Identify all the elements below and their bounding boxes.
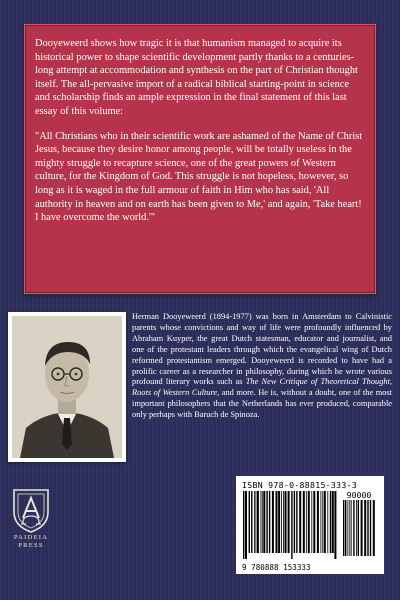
barcode-bar: [332, 491, 334, 553]
barcode-bar: [361, 500, 363, 556]
barcode-bar: [311, 491, 312, 553]
barcode-bar: [327, 491, 328, 553]
title-separator: ,: [389, 377, 393, 387]
barcode-bar: [330, 491, 331, 553]
barcode-bar: [358, 500, 359, 556]
portrait-image: [12, 316, 122, 458]
barcode-bar: [349, 500, 350, 556]
barcode-bar: [266, 491, 267, 553]
barcode-bar: [291, 491, 292, 559]
barcode-bar: [269, 491, 270, 553]
barcode-bar: [343, 500, 344, 556]
barcode-bar: [345, 500, 346, 556]
barcode-bar: [283, 491, 284, 553]
barcode-bar: [321, 491, 322, 553]
barcode-bar: [322, 491, 323, 553]
barcode-bar: [243, 491, 244, 559]
barcode-bar: [296, 491, 297, 553]
intro-paragraph: Dooyeweerd shows how tragic it is that humanism managed to acquire its historical power to shape scientific development partly thanks to a centuries-long attempt at accommodation and synthesis on the part of Christian thought itself. The all-pervasive import of a radical biblical starting-point in science and scholarship finds an ample expression in the final statement of this last essay of this volume:: [35, 38, 358, 117]
alpha-omega-shield-icon: [8, 486, 54, 534]
barcode-bar: [308, 491, 310, 553]
barcode-bar: [263, 491, 265, 553]
publisher-logo: [8, 486, 54, 552]
barcode-bar: [367, 500, 368, 556]
barcode-bar: [356, 500, 357, 556]
bio-text-start: Herman Dooyeweerd (1894-1977) was born in Amsterdam to Calvinistic parents whose convictions and way of life were profoundly influenced by Abraham Kuyper, the great Dutch statesman, educator and journalist, and one of the protestant leaders through which the evangelical wing of Dutch reformed protestantism emerged. Dooyeweerd is recorded to have had a prolific career as a researcher in philosophy, during which he wrote various profound literary works such as: [132, 312, 392, 387]
isbn-barcode: [236, 476, 384, 574]
publisher-name-line-2: PRESS: [18, 542, 44, 549]
barcode-bar: [254, 491, 255, 553]
bio-text-end: , and more. He is, without a doubt, one of the most important philosophers that the Netherlands has ever produced, comparable only perhaps with Baruch de Spinoza.: [132, 388, 392, 420]
barcode-bar: [245, 491, 247, 559]
book-title-roots: Roots of Western Culture: [132, 388, 218, 398]
barcode-bar: [353, 500, 354, 556]
barcode-bar: [303, 491, 305, 553]
barcode-bar: [299, 491, 301, 553]
barcode-bar: [348, 500, 349, 556]
barcode-bar: [334, 491, 336, 559]
barcode-bar: [256, 491, 257, 553]
publisher-name-line-1: PAIDEIA: [13, 534, 49, 541]
barcode-bars: [242, 491, 338, 559]
barcode-bar: [276, 491, 278, 553]
barcode-bar: [317, 491, 319, 553]
barcode-bar: [278, 491, 280, 553]
barcode-bar: [294, 491, 295, 553]
barcode-bar: [257, 491, 259, 553]
barcode-digits: 9 780888 153333: [242, 563, 311, 572]
barcode-bar: [373, 500, 375, 556]
author-portrait-photo: [8, 312, 126, 462]
quotation-paragraph: "All Christians who in their scientific work are ashamed of the Name of Christ Jesus, because they desire honor among people, will be totally useless in the mighty struggle to recapture science, one of the great powers of Western culture, for the Kingdom of God. This struggle is not hopeless, however, so long as it is waged in the full armour of faith in Him who has said, 'All authority in heaven and on earth has been given to Me,' and again, 'Take heart! I have overcome the world.'": [35, 130, 363, 224]
barcode-bar: [251, 491, 252, 553]
barcode-bar: [281, 491, 282, 553]
barcode-bar: [261, 491, 262, 553]
barcode-bar: [324, 491, 326, 553]
barcode-bar: [249, 491, 250, 553]
barcode-bar: [313, 491, 315, 553]
book-title-new-critique: The New Critique of Theoretical Thought: [245, 377, 390, 387]
barcode-bar: [364, 500, 366, 556]
isbn-label: ISBN 978-0-88815-333-3: [242, 480, 358, 490]
barcode-bar: [272, 491, 274, 553]
barcode-bar: [285, 491, 287, 553]
barcode-bar: [262, 491, 263, 553]
barcode-bar: [306, 491, 307, 553]
supplement-barcode-bars: [342, 500, 376, 556]
barcode-bar: [370, 500, 371, 556]
barcode-bar: [288, 491, 290, 553]
quote-panel: [24, 24, 376, 294]
price-code: 90000: [346, 490, 372, 500]
barcode-bar: [351, 500, 352, 556]
